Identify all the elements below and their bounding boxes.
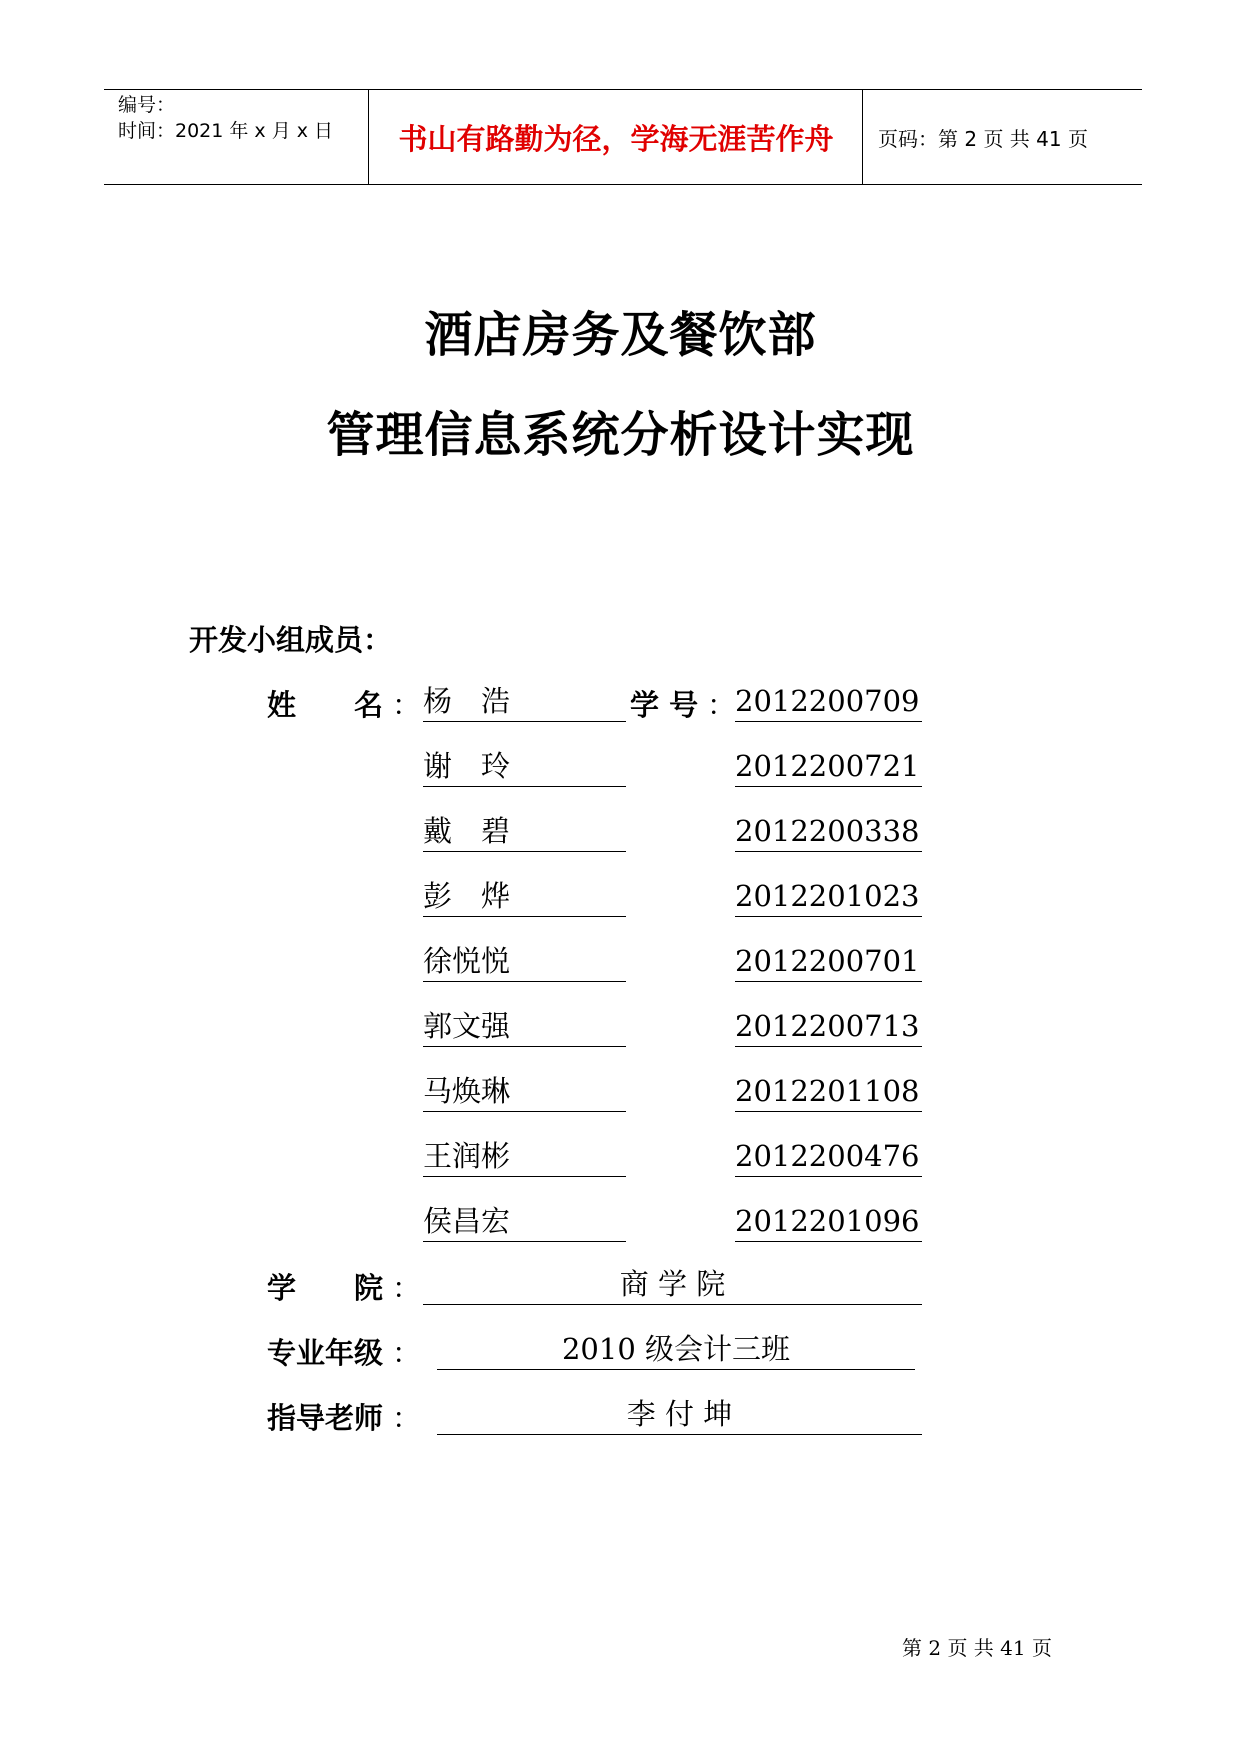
member-row xyxy=(423,1136,1183,1180)
advisor-colon: ： xyxy=(392,1401,422,1435)
member-id: 2012200709 xyxy=(735,681,922,722)
member-row xyxy=(423,746,1183,790)
member-row xyxy=(423,1071,1183,1115)
time-label: 时间：2021 年 x 月 x 日 xyxy=(118,120,334,142)
member-name: 谢 玲 xyxy=(423,746,626,787)
member-id: 2012201023 xyxy=(735,876,922,917)
member-name: 彭 烨 xyxy=(423,876,626,917)
member-id: 2012201096 xyxy=(735,1201,922,1242)
member-id: 2012200476 xyxy=(735,1136,922,1177)
member-name: 戴 碧 xyxy=(423,811,626,852)
member-row xyxy=(423,681,1183,725)
page-footer: 第 2 页 共 41 页 xyxy=(902,1636,1052,1660)
member-row xyxy=(423,876,1183,920)
member-row xyxy=(423,811,1183,855)
college-value: 商 学 院 xyxy=(423,1264,922,1305)
name-colon: ： xyxy=(392,688,422,722)
number-label: 编号： xyxy=(118,94,176,116)
team-label: 开发小组成员： xyxy=(189,623,393,657)
header-motto-cell xyxy=(370,90,863,184)
member-name: 徐悦悦 xyxy=(423,941,626,982)
major-label: 专业年级 xyxy=(267,1336,384,1370)
id-colon: ： xyxy=(707,688,737,722)
document-header xyxy=(104,89,1142,185)
member-id: 2012200713 xyxy=(735,1006,922,1047)
member-name: 王润彬 xyxy=(423,1136,626,1177)
member-name: 侯昌宏 xyxy=(423,1201,626,1242)
motto-text: 书山有路勤为径，学海无涯苦作舟 xyxy=(398,121,834,156)
major-colon: ： xyxy=(392,1336,422,1370)
major-value: 2010 级会计三班 xyxy=(437,1329,915,1370)
member-name: 杨 浩 xyxy=(423,681,626,722)
member-row xyxy=(423,1006,1183,1050)
header-page-cell xyxy=(864,90,1142,184)
member-row xyxy=(423,941,1183,985)
college-label: 学 院 xyxy=(267,1271,384,1305)
member-id: 2012200338 xyxy=(735,811,922,852)
title-line-2: 管理信息系统分析设计实现 xyxy=(326,407,915,463)
member-id: 2012200701 xyxy=(735,941,922,982)
header-meta-cell xyxy=(104,90,369,184)
id-label: 学 号 xyxy=(630,688,699,722)
college-colon: ： xyxy=(392,1271,422,1305)
member-id: 2012201108 xyxy=(735,1071,922,1112)
advisor-label: 指导老师 xyxy=(267,1401,384,1435)
advisor-value: 李 付 坤 xyxy=(437,1394,922,1435)
page-code: 页码：第 2 页 共 41 页 xyxy=(878,126,1088,151)
member-name: 郭文强 xyxy=(423,1006,626,1047)
name-label: 姓 名 xyxy=(267,688,384,722)
member-id: 2012200721 xyxy=(735,746,922,787)
member-row xyxy=(423,1201,1183,1245)
member-name: 马焕琳 xyxy=(423,1071,626,1112)
title-line-1: 酒店房务及餐饮部 xyxy=(424,307,817,363)
